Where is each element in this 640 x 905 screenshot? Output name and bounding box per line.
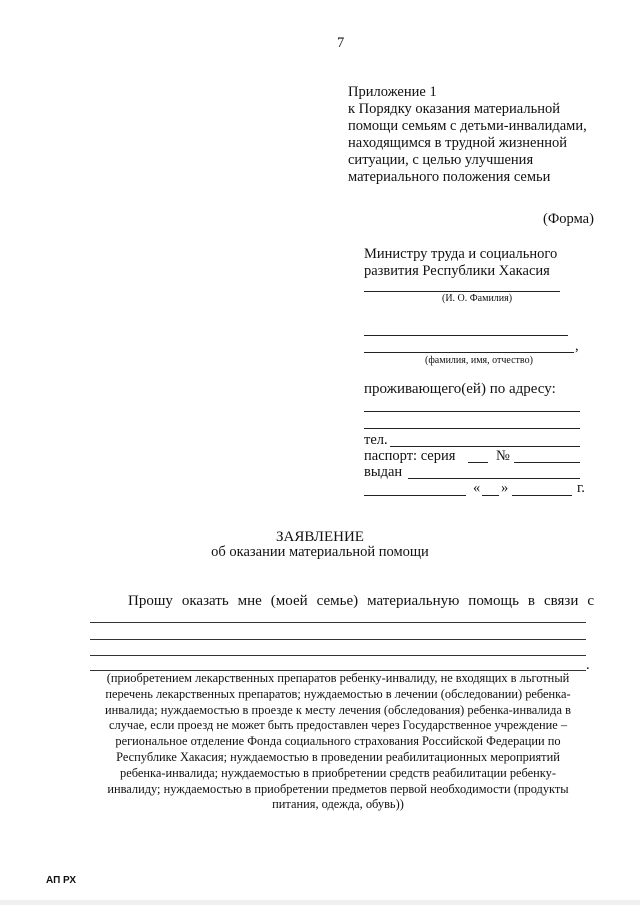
appendix-title: Приложение 1 xyxy=(348,84,437,100)
statement-title: ЗАЯВЛЕНИЕ xyxy=(276,529,364,545)
address-field-1[interactable] xyxy=(364,411,580,412)
addressee-name-caption: (И. О. Фамилия) xyxy=(442,293,513,304)
passport-series-field[interactable] xyxy=(468,462,488,463)
note-line: ребенка-инвалида; нуждаемостью в приобретении средств реабилитации ребенку- xyxy=(120,765,556,780)
passport-number-label: № xyxy=(496,448,510,464)
passport-number-field[interactable] xyxy=(514,462,580,463)
reason-field-3[interactable] xyxy=(90,655,586,656)
fio-caption: (фамилия, имя, отчество) xyxy=(425,355,533,366)
issued-label: выдан xyxy=(364,464,403,480)
page-bottom-edge xyxy=(0,900,640,905)
note-line: Республике Хакасия; нуждаемостью в проведении реабилитационных мероприятий xyxy=(116,749,560,764)
phone-field[interactable] xyxy=(390,446,580,447)
note-line: инвалиду; нуждаемостью в приобретении предметов первой необходимости (продукты xyxy=(107,781,569,796)
date-open-quote: « xyxy=(473,480,481,496)
appendix-line: материального положения семьи xyxy=(348,169,551,185)
issued-field[interactable] xyxy=(408,478,580,479)
appendix-line: к Порядку оказания материальной xyxy=(348,101,560,117)
phone-label: тел. xyxy=(364,432,388,448)
applicant-fio-field-1[interactable] xyxy=(364,335,568,336)
note-line: (приобретением лекарственных препаратов ребенку-инвалиду, не входящих в льготный xyxy=(106,671,570,685)
appendix-line: ситуации, с целью улучшения xyxy=(348,152,534,168)
addressee-name-field[interactable] xyxy=(364,291,560,292)
note-line: случае, если проезд не может быть предоставлен через Государственное учреждение – xyxy=(108,718,568,733)
passport-label: паспорт: серия xyxy=(364,448,456,464)
date-month-field[interactable] xyxy=(512,495,572,496)
page-number: 7 xyxy=(337,35,345,51)
appendix-line: помощи семьям с детьми-инвалидами, xyxy=(348,118,587,134)
addressee-line: Министру труда и социального xyxy=(364,246,558,262)
note-line: региональное отделение Фонда социального страхования Российской Федерации по xyxy=(115,734,561,749)
note-line: инвалида; нуждаемостью в проезде к месту лечения (обследования) ребенка-инвалида в xyxy=(105,702,571,717)
date-close-quote: » xyxy=(501,480,509,496)
address-field-2[interactable] xyxy=(364,428,580,429)
fio-comma: , xyxy=(575,338,579,354)
date-day-field[interactable] xyxy=(482,495,499,496)
year-suffix: г. xyxy=(577,480,585,496)
issued-extra-field[interactable] xyxy=(364,495,466,496)
footer-mark: АП РХ xyxy=(46,875,77,886)
appendix-line: находящимся в трудной жизненной xyxy=(348,135,567,151)
reason-field-1[interactable] xyxy=(90,622,586,623)
reason-period: . xyxy=(586,657,590,673)
address-label: проживающего(ей) по адресу: xyxy=(364,381,556,397)
reason-field-2[interactable] xyxy=(90,639,586,640)
note-line: питания, одежда, обувь)) xyxy=(272,797,404,812)
request-text: Прошу оказать мне (моей семье) материальную помощь в связи с xyxy=(128,593,594,609)
form-label: (Форма) xyxy=(543,211,594,227)
addressee-line: развития Республики Хакасия xyxy=(364,263,550,279)
note-line: перечень лекарственных препаратов; нуждаемостью в лечении (обследовании) ребенка- xyxy=(105,686,571,701)
statement-subtitle: об оказании материальной помощи xyxy=(211,544,429,560)
reason-note xyxy=(90,671,586,813)
applicant-fio-field-2[interactable] xyxy=(364,352,574,353)
